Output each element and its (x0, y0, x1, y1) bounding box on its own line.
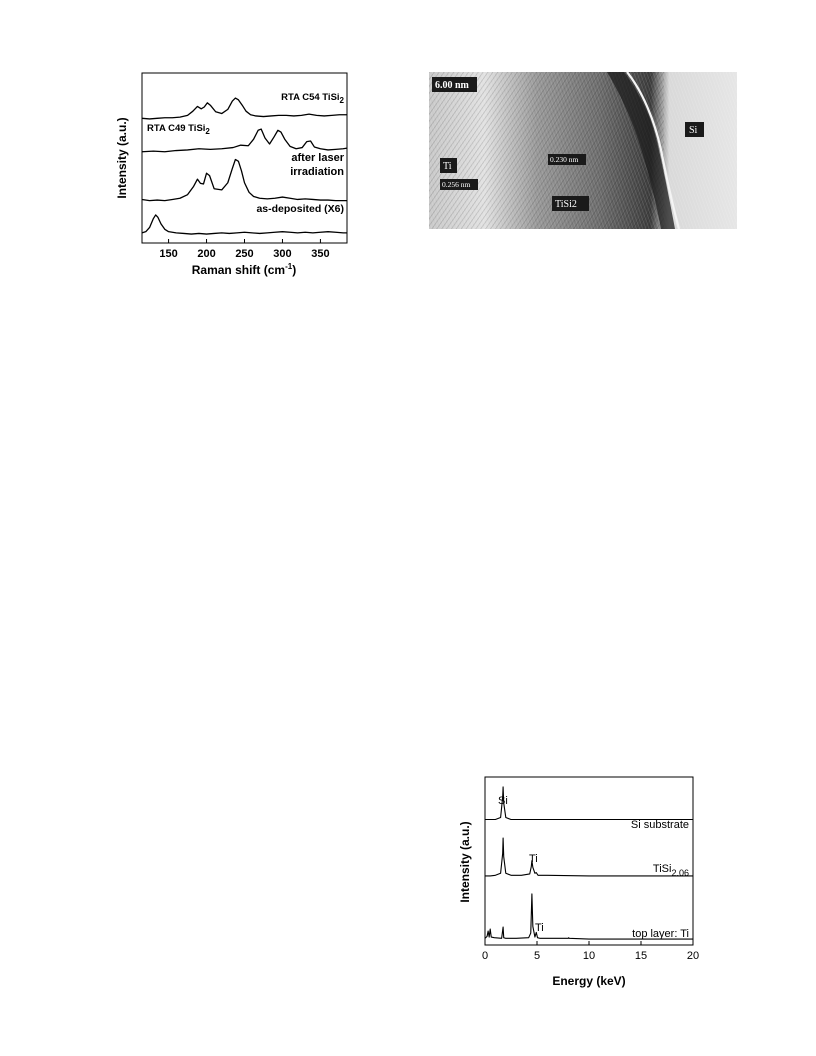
raman-x-tick-label-1: 200 (197, 248, 216, 260)
edx-chart-svg (457, 772, 707, 994)
edx-chart (457, 772, 707, 994)
raman-x-tick-label-4: 350 (311, 248, 330, 260)
edx-series-line-2 (485, 787, 693, 820)
raman-x-tick-label-0: 150 (159, 248, 178, 260)
tem-scale-label: 6.00 nm (435, 80, 469, 91)
raman-chart-svg (112, 68, 362, 283)
raman-ticks-group (159, 239, 329, 260)
edx-ticks-group (482, 941, 699, 962)
raman-chart (112, 68, 362, 283)
edx-x-tick-label-0: 0 (481, 950, 489, 962)
raman-label-c54: RTA C54 TiSi$_2$ (281, 92, 344, 105)
raman-label-laser-1: after laser (291, 152, 344, 164)
edx-label-top-layer: top layer: Ti (632, 928, 689, 940)
edx-x-tick-label-2: 10 (582, 950, 596, 962)
edx-ti-peak-label-2: Ti (535, 922, 544, 934)
tem-micrograph-svg (429, 72, 737, 229)
tem-ti-spacing-label: 0.256 nm (442, 180, 471, 189)
raman-x-axis-title: Raman shift $(cm^{-1})$ (191, 262, 297, 277)
raman-y-axis-title: Intensity (a.u.) (115, 117, 129, 199)
raman-label-laser-2: irradiation (290, 166, 344, 178)
raman-label-asdep: as-deposited (X6) (256, 203, 344, 215)
tem-tisi-spacing-label: 0.230 nm (550, 155, 579, 164)
edx-y-axis-title: Intensity (a.u.) (458, 821, 472, 903)
tem-micrograph (429, 72, 737, 229)
edx-label-tisi: TiSi$_{2.06}$ (652, 863, 689, 878)
edx-x-tick-label-1: 5 (533, 950, 541, 962)
edx-x-tick-label-4: 20 (686, 950, 700, 962)
raman-series-line-0 (142, 215, 347, 234)
raman-label-c49: RTA C49 TiSi$_2$ (147, 123, 210, 136)
edx-label-si-substrate: Si substrate (630, 819, 689, 831)
tem-si-label: Si (689, 125, 698, 136)
edx-x-tick-label-3: 15 (634, 950, 648, 962)
tem-tisi-label: TiSi2 (555, 199, 577, 210)
raman-x-tick-label-2: 250 (235, 248, 254, 260)
edx-si-peak-label: Si (498, 795, 508, 807)
edx-x-axis-title: Energy (keV) (552, 974, 626, 988)
tem-ti-label: Ti (443, 161, 452, 172)
raman-x-tick-label-3: 300 (273, 248, 292, 260)
edx-ti-peak-label-1: Ti (529, 853, 538, 865)
edx-plot-frame (485, 777, 693, 945)
